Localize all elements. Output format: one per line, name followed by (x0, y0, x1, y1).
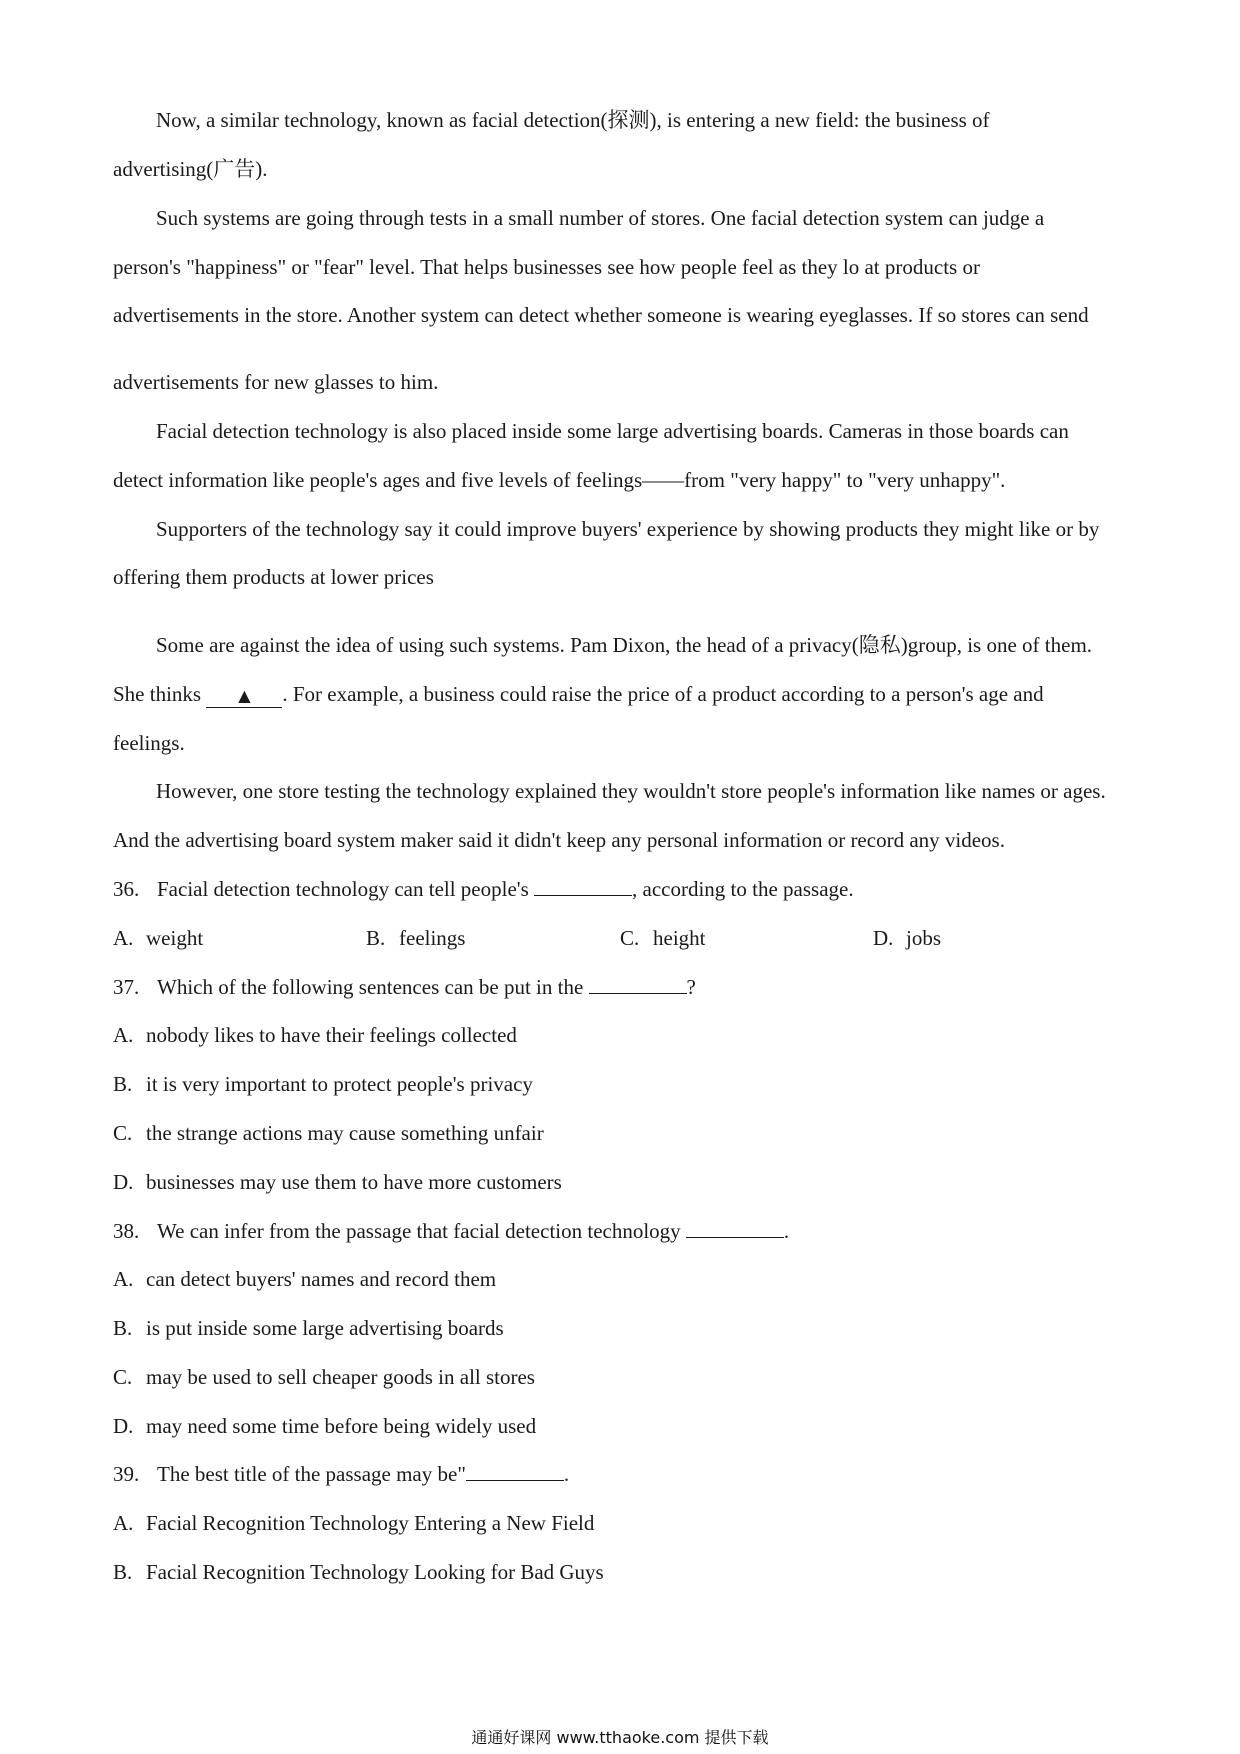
option-text: is put inside some large advertising boards (146, 1316, 504, 1340)
question-37-stem (113, 974, 696, 1000)
answer-blank (466, 1462, 564, 1481)
option-text: feelings (399, 926, 466, 950)
question-38-option-b (113, 1315, 504, 1341)
question-text: . (783, 1219, 790, 1243)
option-text: Facial Recognition Technology Looking for Bad Guys (146, 1560, 604, 1584)
answer-blank (534, 877, 632, 896)
answer-blank (589, 975, 687, 994)
question-text: The best title of the passage may be" (157, 1462, 466, 1486)
question-39-stem (113, 1461, 569, 1487)
passage-text: offering them products at lower prices (113, 565, 434, 589)
question-text: We can infer from the passage that facial detection technology (157, 1219, 686, 1243)
passage-text: Supporters of the technology say it could improve buyers' experience by showing products they might like or by (156, 517, 1100, 541)
question-36-option-c (620, 925, 706, 951)
question-38-option-c (113, 1364, 535, 1390)
passage-text: detect information like people's ages and five levels of feelings——from "very happy" to "very unhappy". (113, 468, 1006, 492)
passage-text: feelings. (113, 731, 185, 755)
passage-text-fragment: . For example, a business could raise the price of a product according to a person's age and (282, 682, 1044, 706)
question-37-option-c (113, 1120, 544, 1146)
passage-text (113, 681, 1044, 708)
passage-text: advertisements in the store. Another system can detect whether someone is wearing eyeglasses. If so stores can send (113, 303, 1089, 327)
question-39-option-b (113, 1559, 604, 1585)
question-number: 37. (113, 975, 140, 999)
question-text: . (563, 1462, 570, 1486)
question-38-stem (113, 1218, 789, 1244)
passage-text: advertisements for new glasses to him. (113, 370, 439, 394)
option-text: weight (146, 926, 204, 950)
option-letter: D. (873, 926, 894, 950)
option-letter: C. (113, 1121, 133, 1145)
option-letter: B. (366, 926, 386, 950)
option-letter: A. (113, 1023, 134, 1047)
passage-text: Now, a similar technology, known as facial detection(探测), is entering a new field: the business of (156, 108, 990, 132)
passage-text: And the advertising board system maker said it didn't keep any personal information or record any videos. (113, 828, 1005, 852)
passage-text: Some are against the idea of using such systems. Pam Dixon, the head of a privacy(隐私)group, is one of them. (156, 633, 1093, 657)
option-letter: A. (113, 926, 134, 950)
question-36-stem (113, 876, 854, 902)
question-number: 36. (113, 877, 140, 901)
option-text: may be used to sell cheaper goods in all stores (146, 1365, 535, 1389)
option-text: Facial Recognition Technology Entering a New Field (146, 1511, 595, 1535)
question-37-option-b (113, 1071, 533, 1097)
option-letter: B. (113, 1316, 133, 1340)
option-letter: D. (113, 1170, 134, 1194)
answer-blank-triangle: ▲ (206, 685, 282, 708)
passage-text: advertising(广告). (113, 157, 268, 181)
option-letter: A. (113, 1511, 134, 1535)
question-38-option-d (113, 1413, 536, 1439)
answer-blank (686, 1219, 784, 1238)
option-text: businesses may use them to have more customers (146, 1170, 562, 1194)
option-text: it is very important to protect people's privacy (146, 1072, 533, 1096)
question-36-option-d (873, 925, 941, 951)
question-37-option-a (113, 1022, 517, 1048)
question-text: , according to the passage. (632, 877, 854, 901)
passage-text: Such systems are going through tests in a small number of stores. One facial detection system can judge a (156, 206, 1045, 230)
question-text: Which of the following sentences can be put in the (157, 975, 589, 999)
question-36-option-b (366, 925, 465, 951)
passage-text: However, one store testing the technology explained they wouldn't store people's information like names or ages. (156, 779, 1106, 803)
option-text: jobs (906, 926, 942, 950)
question-39-option-a (113, 1510, 594, 1536)
option-text: may need some time before being widely used (146, 1414, 537, 1438)
option-letter: C. (113, 1365, 133, 1389)
question-37-option-d (113, 1169, 562, 1195)
page-footer: 通通好课网 www.tthaoke.com 提供下载 (471, 1728, 769, 1747)
option-text: height (653, 926, 706, 950)
passage-text: person's "happiness" or "fear" level. That helps businesses see how people feel as they lo at products or (113, 255, 980, 279)
question-38-option-a (113, 1266, 496, 1292)
question-number: 38. (113, 1219, 140, 1243)
question-36-option-a (113, 925, 203, 951)
option-letter: B. (113, 1072, 133, 1096)
option-text: nobody likes to have their feelings collected (146, 1023, 517, 1047)
question-text: ? (686, 975, 696, 999)
option-letter: B. (113, 1560, 133, 1584)
question-text: Facial detection technology can tell people's (157, 877, 534, 901)
option-letter: C. (620, 926, 640, 950)
option-text: can detect buyers' names and record them (146, 1267, 497, 1291)
option-letter: D. (113, 1414, 134, 1438)
passage-text: Facial detection technology is also placed inside some large advertising boards. Cameras in those boards can (156, 419, 1069, 443)
passage-text-fragment: She thinks (113, 682, 207, 706)
question-number: 39. (113, 1462, 140, 1486)
option-text: the strange actions may cause something unfair (146, 1121, 544, 1145)
option-letter: A. (113, 1267, 134, 1291)
